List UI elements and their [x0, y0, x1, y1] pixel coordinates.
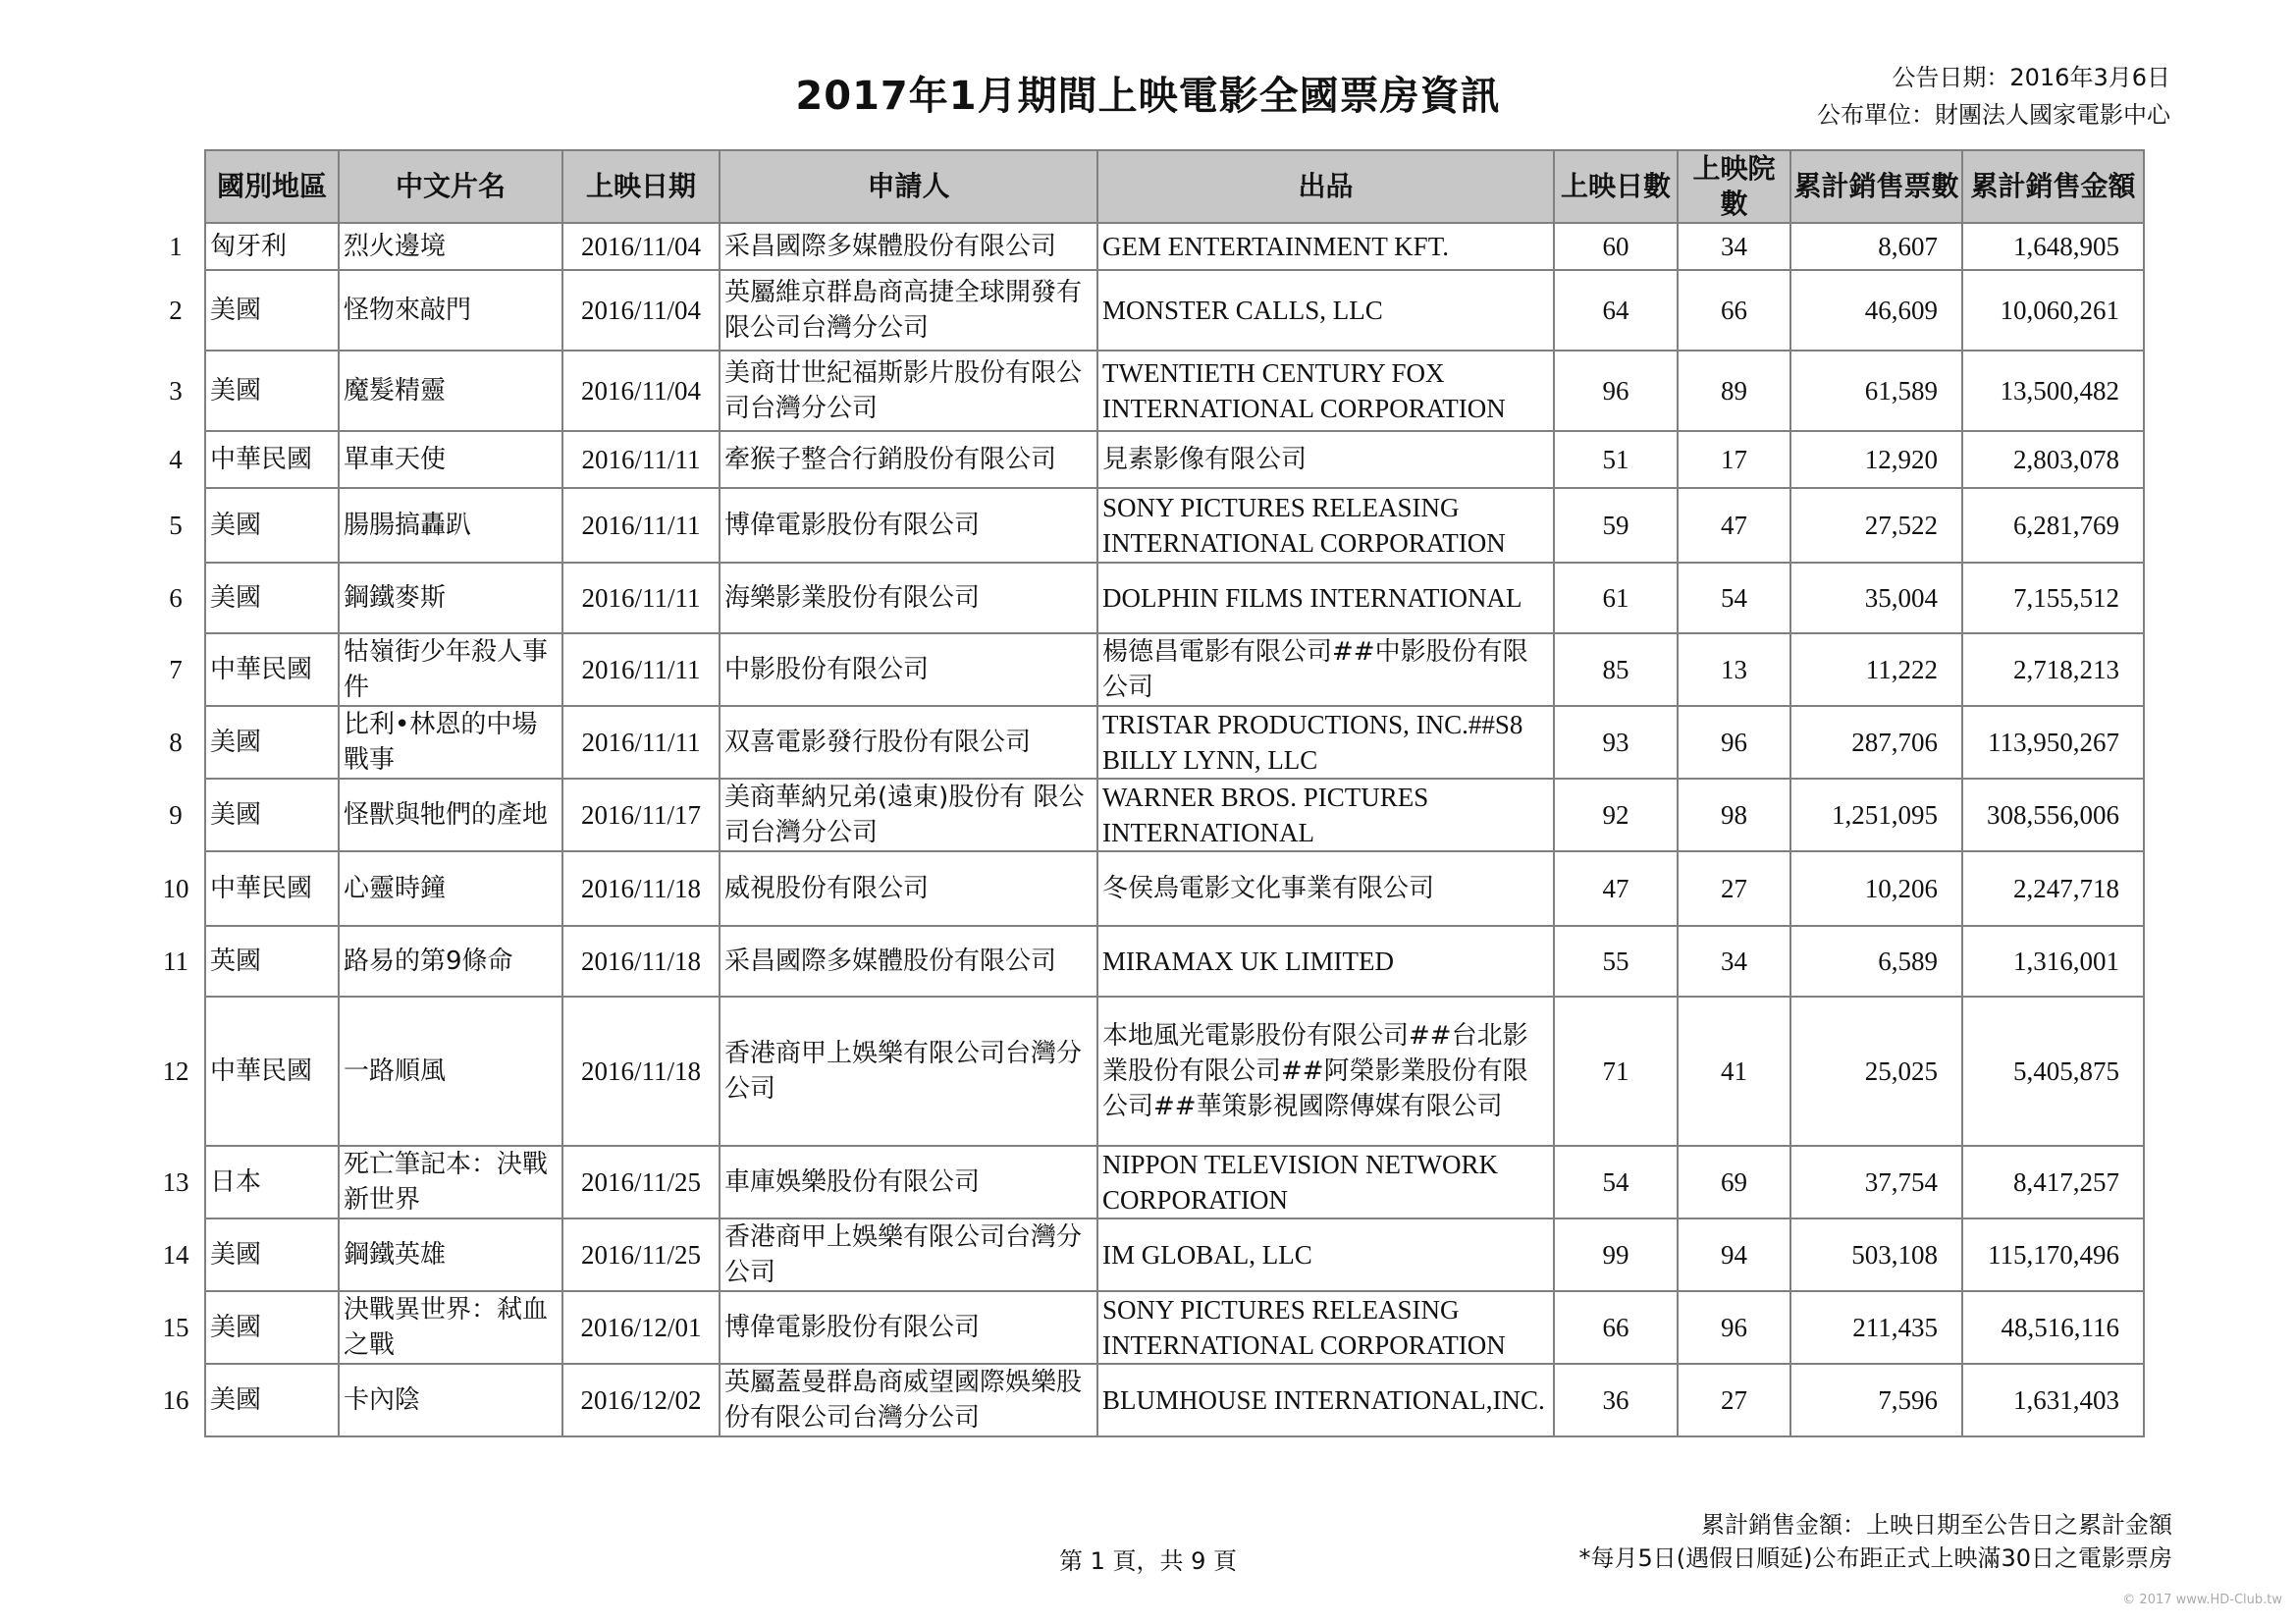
cell-applicant: 香港商甲上娛樂有限公司台灣分公司: [720, 1218, 1097, 1291]
cell-applicant: 中影股份有限公司: [720, 633, 1097, 706]
row-index: 15: [162, 1313, 189, 1342]
cell-theaters: 27: [1678, 851, 1790, 926]
cell-revenue: 1,648,905: [1962, 223, 2144, 270]
cell-revenue: 5,405,875: [1962, 997, 2144, 1146]
cell-date: 2016/11/25: [562, 1146, 720, 1218]
cell-tickets: 61,589: [1790, 351, 1962, 431]
cell-theaters: 41: [1678, 997, 1790, 1146]
cell-region: 美國: [205, 351, 339, 431]
cell-days: 96: [1554, 351, 1678, 431]
cell-theaters: 34: [1678, 223, 1790, 270]
row-index: 10: [162, 874, 189, 903]
header-tickets: 累計銷售票數: [1790, 150, 1962, 223]
cell-date: 2016/11/11: [562, 488, 720, 563]
row-index: 6: [169, 583, 183, 613]
header-date: 上映日期: [562, 150, 720, 223]
row-index: 8: [169, 728, 183, 757]
cell-title: 比利•林恩的中場戰事: [339, 706, 562, 779]
cell-days: 36: [1554, 1364, 1678, 1436]
cell-title: 死亡筆記本：決戰新世界: [339, 1146, 562, 1218]
cell-theaters: 17: [1678, 431, 1790, 488]
cell-days: 51: [1554, 431, 1678, 488]
table-header-row: [147, 150, 2144, 223]
cell-title: 牯嶺街少年殺人事件: [339, 633, 562, 706]
cell-date: 2016/11/18: [562, 926, 720, 997]
cell-producer: MONSTER CALLS, LLC: [1097, 270, 1554, 351]
cell-producer: NIPPON TELEVISION NETWORK CORPORATION: [1097, 1146, 1554, 1218]
cell-applicant: 英屬維京群島商高捷全球開發有限公司台灣分公司: [720, 270, 1097, 351]
cell-date: 2016/11/04: [562, 270, 720, 351]
cell-producer: TWENTIETH CENTURY FOX INTERNATIONAL CORPORATION: [1097, 351, 1554, 431]
table-body: [147, 223, 2144, 1436]
row-index: 16: [162, 1385, 189, 1415]
cell-title: 一路順風: [339, 997, 562, 1146]
cell-tickets: 1,251,095: [1790, 779, 1962, 851]
header-days: 上映日數: [1554, 150, 1678, 223]
cell-producer: SONY PICTURES RELEASING INTERNATIONAL CORPORATION: [1097, 488, 1554, 563]
cell-revenue: 10,060,261: [1962, 270, 2144, 351]
cell-tickets: 10,206: [1790, 851, 1962, 926]
announcement-meta: [1817, 59, 2170, 134]
row-index: 1: [169, 232, 183, 261]
cell-revenue: 1,316,001: [1962, 926, 2144, 997]
cell-tickets: 11,222: [1790, 633, 1962, 706]
cell-theaters: 27: [1678, 1364, 1790, 1436]
page-number: 第 1 頁，共 9 頁: [1058, 1547, 1238, 1575]
cell-region: 中華民國: [205, 431, 339, 488]
cell-days: 64: [1554, 270, 1678, 351]
cell-tickets: 211,435: [1790, 1291, 1962, 1364]
row-index: 4: [169, 445, 183, 474]
table-row: [147, 488, 2144, 563]
row-index: 2: [169, 296, 183, 325]
table-row: [147, 997, 2144, 1146]
cell-region: 美國: [205, 779, 339, 851]
footnote-revenue-definition: 累計銷售金額：上映日期至公告日之累計金額: [1701, 1511, 2172, 1539]
cell-date: 2016/12/01: [562, 1291, 720, 1364]
cell-region: 美國: [205, 706, 339, 779]
cell-revenue: 308,556,006: [1962, 779, 2144, 851]
cell-days: 47: [1554, 851, 1678, 926]
publisher: 公布單位：財團法人國家電影中心: [1817, 101, 2170, 129]
box-office-table-wrapper: [147, 149, 2145, 1437]
cell-title: 決戰異世界：弒血之戰: [339, 1291, 562, 1364]
header-producer: 出品: [1097, 150, 1554, 223]
cell-tickets: 503,108: [1790, 1218, 1962, 1291]
row-index: 9: [169, 800, 183, 830]
cell-theaters: 96: [1678, 706, 1790, 779]
table-row: [147, 223, 2144, 270]
cell-producer: BLUMHOUSE INTERNATIONAL,INC.: [1097, 1364, 1554, 1436]
header-revenue: 累計銷售金額: [1962, 150, 2144, 223]
cell-applicant: 海樂影業股份有限公司: [720, 563, 1097, 633]
cell-applicant: 英屬蓋曼群島商威望國際娛樂股份有限公司台灣分公司: [720, 1364, 1097, 1436]
cell-days: 71: [1554, 997, 1678, 1146]
watermark: © 2017 www.HD-Club.tw: [2122, 1593, 2282, 1607]
cell-tickets: 8,607: [1790, 223, 1962, 270]
cell-date: 2016/11/11: [562, 633, 720, 706]
cell-title: 烈火邊境: [339, 223, 562, 270]
cell-theaters: 54: [1678, 563, 1790, 633]
cell-producer: DOLPHIN FILMS INTERNATIONAL: [1097, 563, 1554, 633]
cell-title: 路易的第9條命: [339, 926, 562, 997]
cell-title: 心靈時鐘: [339, 851, 562, 926]
table-row: [147, 270, 2144, 351]
cell-days: 66: [1554, 1291, 1678, 1364]
cell-theaters: 47: [1678, 488, 1790, 563]
table-row: [147, 779, 2144, 851]
cell-date: 2016/11/25: [562, 1218, 720, 1291]
cell-title: 卡內陰: [339, 1364, 562, 1436]
cell-applicant: 采昌國際多媒體股份有限公司: [720, 926, 1097, 997]
cell-applicant: 博偉電影股份有限公司: [720, 1291, 1097, 1364]
cell-producer: 冬侯鳥電影文化事業有限公司: [1097, 851, 1554, 926]
cell-theaters: 96: [1678, 1291, 1790, 1364]
table-row: [147, 1146, 2144, 1218]
table-row: [147, 351, 2144, 431]
cell-date: 2016/12/02: [562, 1364, 720, 1436]
cell-date: 2016/11/11: [562, 706, 720, 779]
cell-date: 2016/11/11: [562, 431, 720, 488]
cell-region: 日本: [205, 1146, 339, 1218]
cell-producer: GEM ENTERTAINMENT KFT.: [1097, 223, 1554, 270]
cell-tickets: 46,609: [1790, 270, 1962, 351]
cell-applicant: 采昌國際多媒體股份有限公司: [720, 223, 1097, 270]
cell-revenue: 115,170,496: [1962, 1218, 2144, 1291]
cell-revenue: 1,631,403: [1962, 1364, 2144, 1436]
cell-days: 61: [1554, 563, 1678, 633]
cell-days: 85: [1554, 633, 1678, 706]
cell-revenue: 13,500,482: [1962, 351, 2144, 431]
cell-theaters: 13: [1678, 633, 1790, 706]
announcement-date: 公告日期：2016年3月6日: [1892, 64, 2170, 91]
cell-theaters: 98: [1678, 779, 1790, 851]
table-row: [147, 706, 2144, 779]
cell-tickets: 35,004: [1790, 563, 1962, 633]
cell-tickets: 6,589: [1790, 926, 1962, 997]
cell-theaters: 66: [1678, 270, 1790, 351]
cell-date: 2016/11/11: [562, 563, 720, 633]
row-index: 12: [162, 1056, 189, 1086]
cell-days: 60: [1554, 223, 1678, 270]
cell-revenue: 2,718,213: [1962, 633, 2144, 706]
table-row: [147, 633, 2144, 706]
cell-days: 92: [1554, 779, 1678, 851]
cell-theaters: 89: [1678, 351, 1790, 431]
cell-tickets: 287,706: [1790, 706, 1962, 779]
cell-region: 美國: [205, 488, 339, 563]
cell-days: 99: [1554, 1218, 1678, 1291]
row-index: 14: [162, 1240, 189, 1270]
cell-producer: 本地風光電影股份有限公司##台北影業股份有限公司##阿榮影業股份有限公司##華策影視國際傳媒有限公司: [1097, 997, 1554, 1146]
cell-days: 93: [1554, 706, 1678, 779]
cell-producer: 見素影像有限公司: [1097, 431, 1554, 488]
cell-producer: SONY PICTURES RELEASING INTERNATIONAL CORPORATION: [1097, 1291, 1554, 1364]
cell-date: 2016/11/17: [562, 779, 720, 851]
cell-region: 美國: [205, 1218, 339, 1291]
cell-producer: 楊德昌電影有限公司##中影股份有限公司: [1097, 633, 1554, 706]
header-theaters: 上映院數: [1678, 150, 1790, 223]
cell-producer: MIRAMAX UK LIMITED: [1097, 926, 1554, 997]
cell-title: 單車天使: [339, 431, 562, 488]
cell-region: 美國: [205, 1364, 339, 1436]
cell-date: 2016/11/04: [562, 351, 720, 431]
cell-region: 中華民國: [205, 851, 339, 926]
cell-revenue: 113,950,267: [1962, 706, 2144, 779]
cell-revenue: 7,155,512: [1962, 563, 2144, 633]
page-title: 2017年1月期間上映電影全國票房資訊: [795, 74, 1501, 119]
row-index: 11: [163, 947, 188, 976]
table-row: [147, 926, 2144, 997]
cell-producer: WARNER BROS. PICTURES INTERNATIONAL: [1097, 779, 1554, 851]
cell-date: 2016/11/18: [562, 851, 720, 926]
cell-title: 魔髮精靈: [339, 351, 562, 431]
cell-title: 鋼鐵英雄: [339, 1218, 562, 1291]
cell-region: 英國: [205, 926, 339, 997]
header-index: [147, 150, 205, 223]
cell-region: 美國: [205, 270, 339, 351]
table-row: [147, 1364, 2144, 1436]
cell-applicant: 車庫娛樂股份有限公司: [720, 1146, 1097, 1218]
cell-applicant: 牽猴子整合行銷股份有限公司: [720, 431, 1097, 488]
header-title: 中文片名: [339, 150, 562, 223]
cell-tickets: 7,596: [1790, 1364, 1962, 1436]
cell-region: 美國: [205, 563, 339, 633]
cell-theaters: 94: [1678, 1218, 1790, 1291]
cell-producer: IM GLOBAL, LLC: [1097, 1218, 1554, 1291]
cell-applicant: 博偉電影股份有限公司: [720, 488, 1097, 563]
box-office-table: [147, 149, 2145, 1437]
cell-revenue: 48,516,116: [1962, 1291, 2144, 1364]
cell-applicant: 美商華納兄弟(遠東)股份有 限公司台灣分公司: [720, 779, 1097, 851]
cell-region: 中華民國: [205, 633, 339, 706]
cell-tickets: 27,522: [1790, 488, 1962, 563]
cell-days: 55: [1554, 926, 1678, 997]
header-region: 國別地區: [205, 150, 339, 223]
cell-tickets: 37,754: [1790, 1146, 1962, 1218]
cell-region: 中華民國: [205, 997, 339, 1146]
cell-applicant: 威視股份有限公司: [720, 851, 1097, 926]
table-row: [147, 1291, 2144, 1364]
row-index: 13: [162, 1167, 189, 1197]
header-applicant: 申請人: [720, 150, 1097, 223]
cell-revenue: 2,803,078: [1962, 431, 2144, 488]
cell-tickets: 12,920: [1790, 431, 1962, 488]
cell-theaters: 69: [1678, 1146, 1790, 1218]
cell-applicant: 美商廿世紀福斯影片股份有限公司台灣分公司: [720, 351, 1097, 431]
cell-days: 59: [1554, 488, 1678, 563]
cell-title: 腸腸搞轟趴: [339, 488, 562, 563]
table-row: [147, 431, 2144, 488]
row-index: 7: [169, 655, 183, 684]
cell-revenue: 6,281,769: [1962, 488, 2144, 563]
footnote-publication-rule: *每月5日(遇假日順延)公布距正式上映滿30日之電影票房: [1578, 1544, 2172, 1572]
row-index: 3: [169, 376, 183, 406]
cell-revenue: 2,247,718: [1962, 851, 2144, 926]
cell-region: 匈牙利: [205, 223, 339, 270]
cell-region: 美國: [205, 1291, 339, 1364]
cell-tickets: 25,025: [1790, 997, 1962, 1146]
cell-theaters: 34: [1678, 926, 1790, 997]
cell-title: 怪獸與牠們的產地: [339, 779, 562, 851]
cell-days: 54: [1554, 1146, 1678, 1218]
table-row: [147, 1218, 2144, 1291]
cell-date: 2016/11/18: [562, 997, 720, 1146]
cell-date: 2016/11/04: [562, 223, 720, 270]
cell-title: 怪物來敲門: [339, 270, 562, 351]
cell-applicant: 双喜電影發行股份有限公司: [720, 706, 1097, 779]
cell-applicant: 香港商甲上娛樂有限公司台灣分公司: [720, 997, 1097, 1146]
row-index: 5: [169, 511, 183, 540]
table-row: [147, 851, 2144, 926]
table-row: [147, 563, 2144, 633]
cell-revenue: 8,417,257: [1962, 1146, 2144, 1218]
cell-title: 鋼鐵麥斯: [339, 563, 562, 633]
cell-producer: TRISTAR PRODUCTIONS, INC.##S8 BILLY LYNN, LLC: [1097, 706, 1554, 779]
